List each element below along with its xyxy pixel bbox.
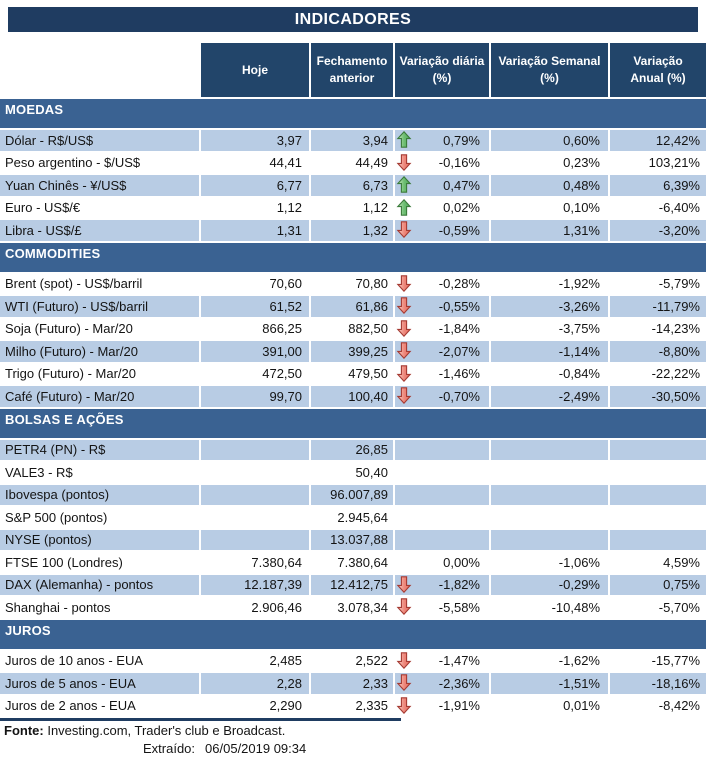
- cell-variacao-anual: [608, 462, 706, 483]
- column-header-hoje: Hoje: [199, 43, 309, 97]
- row-label: DAX (Alemanha) - pontos: [0, 575, 199, 596]
- trend-arrow-slot: [397, 598, 411, 615]
- cell-fechamento-anterior: 2,335: [309, 696, 393, 717]
- section-header-commodities: COMMODITIES: [0, 243, 706, 272]
- cell-variacao-anual: -8,80%: [608, 341, 706, 362]
- cell-variacao-anual: -18,16%: [608, 673, 706, 694]
- table-row: [0, 341, 706, 362]
- cell-variacao-diaria: [393, 507, 489, 528]
- cell-fechamento-anterior: 3,94: [309, 130, 393, 151]
- cell-variacao-anual: [608, 440, 706, 461]
- section-header-juros: JUROS: [0, 620, 706, 649]
- cell-variacao-anual: -3,20%: [608, 220, 706, 241]
- cell-fechamento-anterior: 1,32: [309, 220, 393, 241]
- row-label: Café (Futuro) - Mar/20: [0, 386, 199, 407]
- row-label: Juros de 2 anos - EUA: [0, 696, 199, 717]
- trend-arrow-slot: [397, 531, 411, 548]
- trend-arrow-slot: [397, 697, 411, 714]
- table-row: [0, 274, 706, 295]
- cell-hoje: 6,77: [199, 175, 309, 196]
- cell-variacao-anual: [608, 530, 706, 551]
- cell-variacao-anual: -8,42%: [608, 696, 706, 717]
- trend-down-icon: [397, 221, 411, 238]
- table-row: [0, 440, 706, 461]
- row-label: S&P 500 (pontos): [0, 507, 199, 528]
- trend-arrow-slot: [397, 176, 411, 193]
- cell-variacao-anual: 6,39%: [608, 175, 706, 196]
- trend-up-icon: [397, 199, 411, 216]
- table-row: [0, 198, 706, 219]
- cell-hoje: 3,97: [199, 130, 309, 151]
- cell-fechamento-anterior: 12.412,75: [309, 575, 393, 596]
- cell-hoje: [199, 440, 309, 461]
- section-header-moedas: MOEDAS: [0, 99, 706, 128]
- cell-fechamento-anterior: 26,85: [309, 440, 393, 461]
- cell-fechamento-anterior: 2,522: [309, 651, 393, 672]
- trend-arrow-slot: [397, 199, 411, 216]
- cell-variacao-diaria: -1,84%: [393, 319, 489, 340]
- cell-variacao-semanal: [489, 530, 608, 551]
- table-row: [0, 462, 706, 483]
- row-label: Soja (Futuro) - Mar/20: [0, 319, 199, 340]
- row-label: VALE3 - R$: [0, 462, 199, 483]
- cell-variacao-semanal: [489, 462, 608, 483]
- section-header-row: [0, 243, 706, 272]
- trend-arrow-slot: [397, 652, 411, 669]
- cell-hoje: [199, 485, 309, 506]
- trend-arrow-slot: [397, 441, 411, 458]
- cell-hoje: 44,41: [199, 153, 309, 174]
- cell-variacao-semanal: -2,49%: [489, 386, 608, 407]
- cell-variacao-anual: 0,75%: [608, 575, 706, 596]
- row-label: NYSE (pontos): [0, 530, 199, 551]
- table-row: [0, 696, 706, 717]
- trend-arrow-slot: [397, 275, 411, 292]
- cell-variacao-anual: -6,40%: [608, 198, 706, 219]
- column-header-variacao-anual: Variação Anual (%): [608, 43, 706, 97]
- trend-down-icon: [397, 576, 411, 593]
- row-label: Shanghai - pontos: [0, 597, 199, 618]
- trend-down-icon: [397, 652, 411, 669]
- row-label: PETR4 (PN) - R$: [0, 440, 199, 461]
- cell-hoje: 2,485: [199, 651, 309, 672]
- cell-hoje: [199, 530, 309, 551]
- cell-fechamento-anterior: 399,25: [309, 341, 393, 362]
- indicators-table: [0, 41, 706, 718]
- cell-variacao-anual: 4,59%: [608, 552, 706, 573]
- trend-arrow-slot: [397, 674, 411, 691]
- table-row: [0, 507, 706, 528]
- trend-down-icon: [397, 598, 411, 615]
- cell-variacao-anual: [608, 507, 706, 528]
- cell-variacao-diaria: [393, 462, 489, 483]
- cell-variacao-diaria: -0,55%: [393, 296, 489, 317]
- cell-hoje: 2,28: [199, 673, 309, 694]
- cell-variacao-diaria: -1,82%: [393, 575, 489, 596]
- row-label: Libra - US$/£: [0, 220, 199, 241]
- trend-down-icon: [397, 154, 411, 171]
- trend-arrow-slot: [397, 320, 411, 337]
- cell-hoje: 1,31: [199, 220, 309, 241]
- extraction-timestamp: 06/05/2019 09:34: [205, 741, 307, 756]
- cell-variacao-anual: -30,50%: [608, 386, 706, 407]
- cell-variacao-semanal: 0,01%: [489, 696, 608, 717]
- trend-arrow-slot: [397, 463, 411, 480]
- cell-variacao-diaria: [393, 440, 489, 461]
- cell-variacao-anual: -22,22%: [608, 364, 706, 385]
- table-row: [0, 296, 706, 317]
- cell-hoje: 391,00: [199, 341, 309, 362]
- cell-hoje: 99,70: [199, 386, 309, 407]
- column-header-fechamento-anterior: Fechamento anterior: [309, 43, 393, 97]
- table-row: [0, 530, 706, 551]
- extraction-label: Extraído:: [143, 741, 196, 756]
- cell-variacao-diaria: 0,47%: [393, 175, 489, 196]
- extraction-line: [0, 740, 706, 758]
- row-label: Juros de 5 anos - EUA: [0, 673, 199, 694]
- row-label: Milho (Futuro) - Mar/20: [0, 341, 199, 362]
- cell-fechamento-anterior: 882,50: [309, 319, 393, 340]
- corner-spacer: [0, 43, 199, 97]
- cell-variacao-semanal: 1,31%: [489, 220, 608, 241]
- column-header-row: [0, 43, 706, 97]
- cell-variacao-semanal: -3,75%: [489, 319, 608, 340]
- trend-up-icon: [397, 131, 411, 148]
- section-header-row: [0, 620, 706, 649]
- trend-arrow-slot: [397, 365, 411, 382]
- row-label: Brent (spot) - US$/barril: [0, 274, 199, 295]
- cell-variacao-diaria: -0,70%: [393, 386, 489, 407]
- source-line: [0, 722, 706, 740]
- row-label: Peso argentino - $/US$: [0, 153, 199, 174]
- cell-variacao-diaria: [393, 530, 489, 551]
- cell-variacao-diaria: -1,91%: [393, 696, 489, 717]
- cell-variacao-diaria: 0,00%: [393, 552, 489, 573]
- row-label: Euro - US$/€: [0, 198, 199, 219]
- cell-hoje: 61,52: [199, 296, 309, 317]
- cell-hoje: 7.380,64: [199, 552, 309, 573]
- trend-down-icon: [397, 697, 411, 714]
- cell-variacao-diaria: -2,07%: [393, 341, 489, 362]
- trend-down-icon: [397, 674, 411, 691]
- cell-variacao-semanal: -1,06%: [489, 552, 608, 573]
- cell-variacao-semanal: -1,14%: [489, 341, 608, 362]
- report-title-bar: [8, 7, 698, 32]
- table-row: [0, 485, 706, 506]
- source-text: Investing.com, Trader's club e Broadcast.: [43, 723, 286, 738]
- cell-variacao-anual: -5,70%: [608, 597, 706, 618]
- cell-variacao-anual: 103,21%: [608, 153, 706, 174]
- table-row: [0, 220, 706, 241]
- cell-fechamento-anterior: 1,12: [309, 198, 393, 219]
- cell-variacao-diaria: -5,58%: [393, 597, 489, 618]
- row-label: FTSE 100 (Londres): [0, 552, 199, 573]
- cell-hoje: 1,12: [199, 198, 309, 219]
- column-header-variacao-diaria: Variação diária (%): [393, 43, 489, 97]
- cell-variacao-anual: -11,79%: [608, 296, 706, 317]
- trend-arrow-slot: [397, 486, 411, 503]
- section-header-bolsas-e-a-es: BOLSAS E AÇÕES: [0, 409, 706, 438]
- cell-fechamento-anterior: 3.078,34: [309, 597, 393, 618]
- trend-down-icon: [397, 297, 411, 314]
- table-row: [0, 386, 706, 407]
- cell-variacao-anual: -15,77%: [608, 651, 706, 672]
- table-row: [0, 153, 706, 174]
- trend-down-icon: [397, 320, 411, 337]
- trend-down-icon: [397, 275, 411, 292]
- cell-variacao-diaria: -0,59%: [393, 220, 489, 241]
- cell-variacao-semanal: -0,29%: [489, 575, 608, 596]
- table-row: [0, 597, 706, 618]
- row-label: Juros de 10 anos - EUA: [0, 651, 199, 672]
- table-row: [0, 673, 706, 694]
- cell-hoje: 2,290: [199, 696, 309, 717]
- cell-variacao-diaria: -2,36%: [393, 673, 489, 694]
- cell-hoje: 12.187,39: [199, 575, 309, 596]
- table-row: [0, 130, 706, 151]
- cell-variacao-semanal: [489, 485, 608, 506]
- trend-arrow-slot: [397, 508, 411, 525]
- cell-variacao-diaria: [393, 485, 489, 506]
- row-label: Trigo (Futuro) - Mar/20: [0, 364, 199, 385]
- cell-variacao-diaria: -0,28%: [393, 274, 489, 295]
- trend-up-icon: [397, 176, 411, 193]
- cell-fechamento-anterior: 13.037,88: [309, 530, 393, 551]
- trend-arrow-slot: [397, 387, 411, 404]
- cell-variacao-semanal: [489, 507, 608, 528]
- table-row: [0, 575, 706, 596]
- cell-fechamento-anterior: 2,33: [309, 673, 393, 694]
- cell-variacao-semanal: [489, 440, 608, 461]
- cell-fechamento-anterior: 479,50: [309, 364, 393, 385]
- cell-variacao-semanal: -1,62%: [489, 651, 608, 672]
- table-row: [0, 651, 706, 672]
- cell-variacao-semanal: -10,48%: [489, 597, 608, 618]
- trend-arrow-slot: [397, 342, 411, 359]
- cell-variacao-anual: 12,42%: [608, 130, 706, 151]
- cell-hoje: 866,25: [199, 319, 309, 340]
- table-row: [0, 364, 706, 385]
- cell-variacao-semanal: -0,84%: [489, 364, 608, 385]
- source-label: Fonte:: [4, 723, 44, 738]
- cell-variacao-anual: -5,79%: [608, 274, 706, 295]
- table-row: [0, 319, 706, 340]
- cell-hoje: 472,50: [199, 364, 309, 385]
- row-label: WTI (Futuro) - US$/barril: [0, 296, 199, 317]
- trend-down-icon: [397, 365, 411, 382]
- cell-fechamento-anterior: 50,40: [309, 462, 393, 483]
- cell-variacao-semanal: -1,51%: [489, 673, 608, 694]
- cell-variacao-semanal: 0,60%: [489, 130, 608, 151]
- report-title: INDICADORES: [294, 10, 412, 28]
- trend-down-icon: [397, 342, 411, 359]
- cell-hoje: 70,60: [199, 274, 309, 295]
- cell-fechamento-anterior: 70,80: [309, 274, 393, 295]
- cell-variacao-semanal: 0,48%: [489, 175, 608, 196]
- trend-arrow-slot: [397, 154, 411, 171]
- table-bottom-border: [0, 718, 401, 721]
- cell-variacao-diaria: 0,79%: [393, 130, 489, 151]
- indicators-report: [0, 7, 706, 756]
- cell-fechamento-anterior: 7.380,64: [309, 552, 393, 573]
- cell-fechamento-anterior: 2.945,64: [309, 507, 393, 528]
- section-header-row: [0, 409, 706, 438]
- cell-variacao-semanal: -1,92%: [489, 274, 608, 295]
- cell-fechamento-anterior: 44,49: [309, 153, 393, 174]
- cell-variacao-diaria: -0,16%: [393, 153, 489, 174]
- column-header-variacao-semanal: Variação Semanal (%): [489, 43, 608, 97]
- row-label: Dólar - R$/US$: [0, 130, 199, 151]
- cell-variacao-anual: -14,23%: [608, 319, 706, 340]
- trend-arrow-slot: [397, 576, 411, 593]
- cell-fechamento-anterior: 6,73: [309, 175, 393, 196]
- cell-fechamento-anterior: 61,86: [309, 296, 393, 317]
- cell-hoje: [199, 462, 309, 483]
- cell-variacao-diaria: -1,47%: [393, 651, 489, 672]
- section-header-row: [0, 99, 706, 128]
- footer: [0, 722, 706, 758]
- cell-hoje: [199, 507, 309, 528]
- trend-arrow-slot: [397, 221, 411, 238]
- trend-arrow-slot: [397, 553, 411, 570]
- cell-variacao-diaria: 0,02%: [393, 198, 489, 219]
- cell-hoje: 2.906,46: [199, 597, 309, 618]
- row-label: Yuan Chinês - ¥/US$: [0, 175, 199, 196]
- cell-variacao-semanal: 0,10%: [489, 198, 608, 219]
- cell-fechamento-anterior: 100,40: [309, 386, 393, 407]
- cell-variacao-diaria: -1,46%: [393, 364, 489, 385]
- cell-variacao-semanal: -3,26%: [489, 296, 608, 317]
- row-label: Ibovespa (pontos): [0, 485, 199, 506]
- cell-variacao-anual: [608, 485, 706, 506]
- table-row: [0, 552, 706, 573]
- trend-arrow-slot: [397, 297, 411, 314]
- cell-variacao-semanal: 0,23%: [489, 153, 608, 174]
- cell-fechamento-anterior: 96.007,89: [309, 485, 393, 506]
- trend-down-icon: [397, 387, 411, 404]
- trend-arrow-slot: [397, 131, 411, 148]
- table-row: [0, 175, 706, 196]
